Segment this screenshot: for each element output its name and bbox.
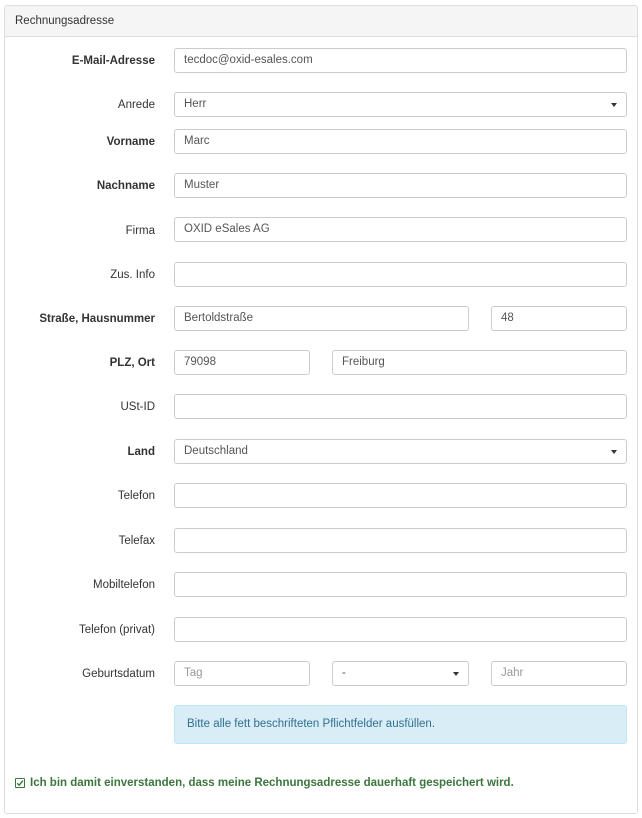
house-number-input[interactable]: 48 [491,306,627,331]
panel-title: Rechnungsadresse [15,15,115,27]
vat-id-input[interactable] [174,394,627,419]
chevron-down-icon [611,103,617,107]
additional-info-label: Zus. Info [110,269,155,281]
birth-year-input[interactable]: Jahr [491,661,627,686]
fax-label: Telefax [118,535,155,547]
chevron-down-icon [453,672,459,676]
required-fields-notice: Bitte alle fett beschrifteten Pflichtfelder ausfüllen. [174,705,627,744]
zip-input[interactable]: 79098 [174,350,310,375]
birth-day-input[interactable]: Tag [174,661,310,686]
mobile-label: Mobiltelefon [92,579,155,591]
panel-heading [5,6,637,37]
birth-month-value: - [342,667,346,679]
first-name-label: Vorname [106,136,155,148]
birth-month-select[interactable] [332,661,469,686]
salutation-value: Herr [184,98,207,110]
last-name-input[interactable]: Muster [174,173,627,198]
email-input[interactable]: tecdoc@oxid-esales.com [174,48,627,73]
vat-id-label: USt-ID [120,401,155,413]
salutation-select[interactable] [174,92,627,117]
checkmark-icon [16,779,24,787]
country-value: Deutschland [184,445,248,457]
salutation-label: Anrede [117,99,155,111]
street-input[interactable]: Bertoldstraße [174,306,469,331]
birthdate-label: Geburtsdatum [82,668,155,680]
company-label: Firma [125,225,155,237]
first-name-input[interactable]: Marc [174,129,627,154]
country-select[interactable] [174,439,627,464]
consent-label: Ich bin damit einverstanden, dass meine Rechnungsadresse dauerhaft gespeichert wird. [30,777,514,789]
additional-info-input[interactable] [174,262,627,287]
street-label: Straße, Hausnummer [39,313,155,325]
mobile-input[interactable] [174,572,627,597]
fax-input[interactable] [174,528,627,553]
phone-input[interactable] [174,483,627,508]
email-label: E-Mail-Adresse [71,55,155,67]
zip-city-label: PLZ, Ort [109,357,155,369]
city-input[interactable]: Freiburg [332,350,627,375]
phone-label: Telefon [117,490,155,502]
chevron-down-icon [611,450,617,454]
phone-private-label: Telefon (privat) [78,624,155,636]
consent-checkbox[interactable] [15,778,25,788]
country-label: Land [127,446,155,458]
company-input[interactable]: OXID eSales AG [174,217,627,242]
last-name-label: Nachname [96,180,155,192]
phone-private-input[interactable] [174,617,627,642]
